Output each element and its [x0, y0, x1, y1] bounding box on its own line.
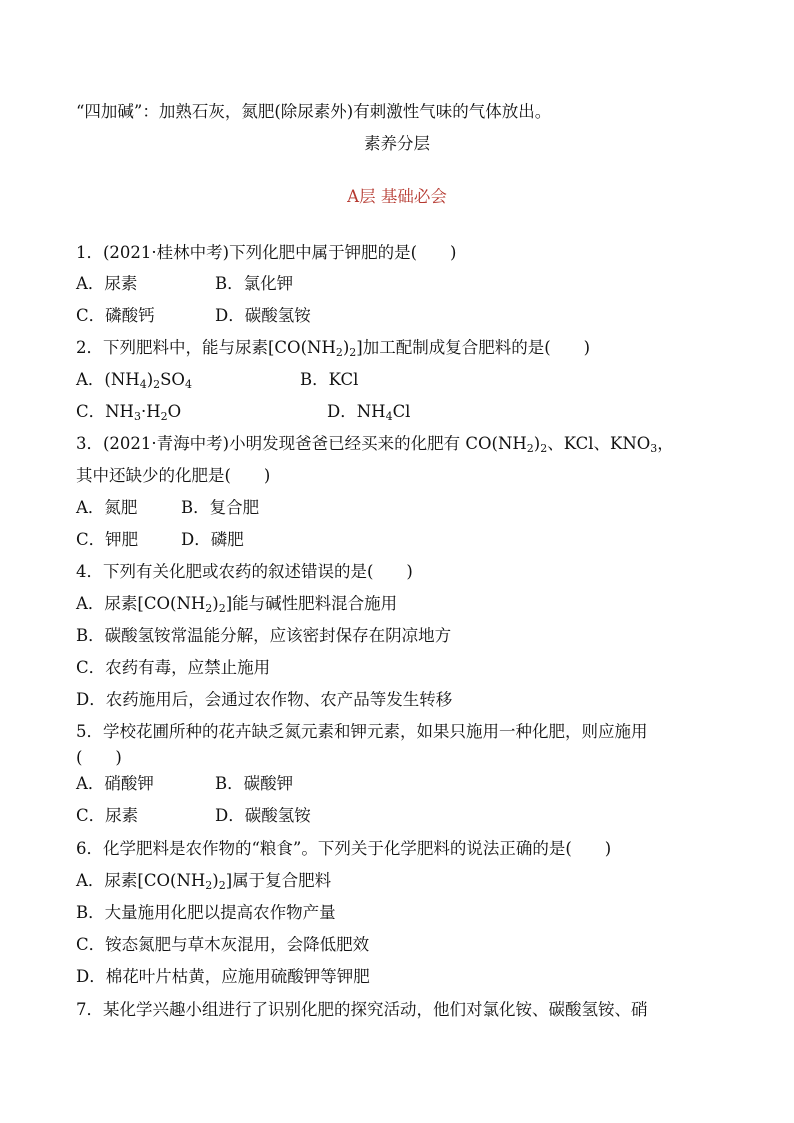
level-title: A层 基础必会	[347, 187, 447, 206]
question-4-option-d: D．农药施用后，会通过农作物、农产品等发生转移	[76, 690, 453, 709]
question-2-option-b: B．KCl	[300, 370, 359, 389]
question-3-option-c: C．钾肥	[76, 530, 139, 549]
question-6-stem: 6．化学肥料是农作物的“粮食”。下列关于化学肥料的说法正确的是( )	[76, 839, 612, 858]
question-4-stem: 4．下列有关化肥或农药的叙述错误的是( )	[76, 562, 413, 581]
question-2-option-c: C．$NH_3\cdot H_2O$	[76, 402, 182, 423]
question-5-option-b: B．碳酸钾	[215, 774, 294, 793]
question-3-option-d: D．磷肥	[181, 530, 244, 549]
question-1-option-c: C．磷酸钙	[76, 306, 155, 325]
question-1-option-b: B．氯化钾	[215, 274, 294, 293]
question-6-option-d: D．棉花叶片枯黄，应施用硫酸钾等钾肥	[76, 967, 370, 986]
question-6-option-c: C．铵态氮肥与草木灰混用，会降低肥效	[76, 935, 370, 954]
question-5-option-c: C．尿素	[76, 806, 139, 825]
question-2-stem: 2．下列肥料中，能与尿素$[CO(NH_2)_2]$加工配制成复合肥料的是( )	[76, 338, 591, 359]
question-2-option-a: A．$(NH_4)_2SO_4$	[76, 370, 192, 391]
question-3-option-b: B．复合肥	[181, 498, 260, 517]
section-title: 素养分层	[364, 134, 430, 153]
intro-line: “四加碱”：加熟石灰，氮肥(除尿素外)有刺激性气味的气体放出。	[76, 102, 552, 121]
question-3-stem-continued: 其中还缺少的化肥是( )	[76, 466, 271, 485]
question-1-option-d: D．碳酸氢铵	[215, 306, 311, 325]
question-6-option-a: A．尿素$[CO(NH_2)_2]$属于复合肥料	[76, 871, 332, 892]
question-5-option-a: A．硝酸钾	[76, 774, 154, 793]
question-4-option-c: C．农药有毒，应禁止施用	[76, 658, 271, 677]
question-3-stem: 3．(2021·青海中考)小明发现爸爸已经买来的化肥有 $CO(NH_2)_2$、KCl、$KNO_3$，	[76, 434, 674, 455]
question-5-stem-continued: ( )	[76, 748, 122, 767]
question-3-option-a: A．氮肥	[76, 498, 138, 517]
question-2-option-d: D．$NH_4Cl$	[327, 402, 411, 423]
question-5-option-d: D．碳酸氢铵	[215, 806, 311, 825]
question-6-option-b: B．大量施用化肥以提高农作物产量	[76, 903, 336, 922]
question-5-stem: 5．学校花圃所种的花卉缺乏氮元素和钾元素，如果只施用一种化肥，则应施用	[76, 722, 648, 741]
question-7-stem: 7．某化学兴趣小组进行了识别化肥的探究活动，他们对氯化铵、碳酸氢铵、硝	[76, 1000, 648, 1019]
question-1-stem: 1．(2021·桂林中考)下列化肥中属于钾肥的是( )	[76, 243, 457, 262]
question-4-option-a: A．尿素$[CO(NH_2)_2]$能与碱性肥料混合施用	[76, 594, 398, 615]
question-4-option-b: B．碳酸氢铵常温能分解，应该密封保存在阴凉地方	[76, 626, 452, 645]
question-1-option-a: A．尿素	[76, 274, 138, 293]
